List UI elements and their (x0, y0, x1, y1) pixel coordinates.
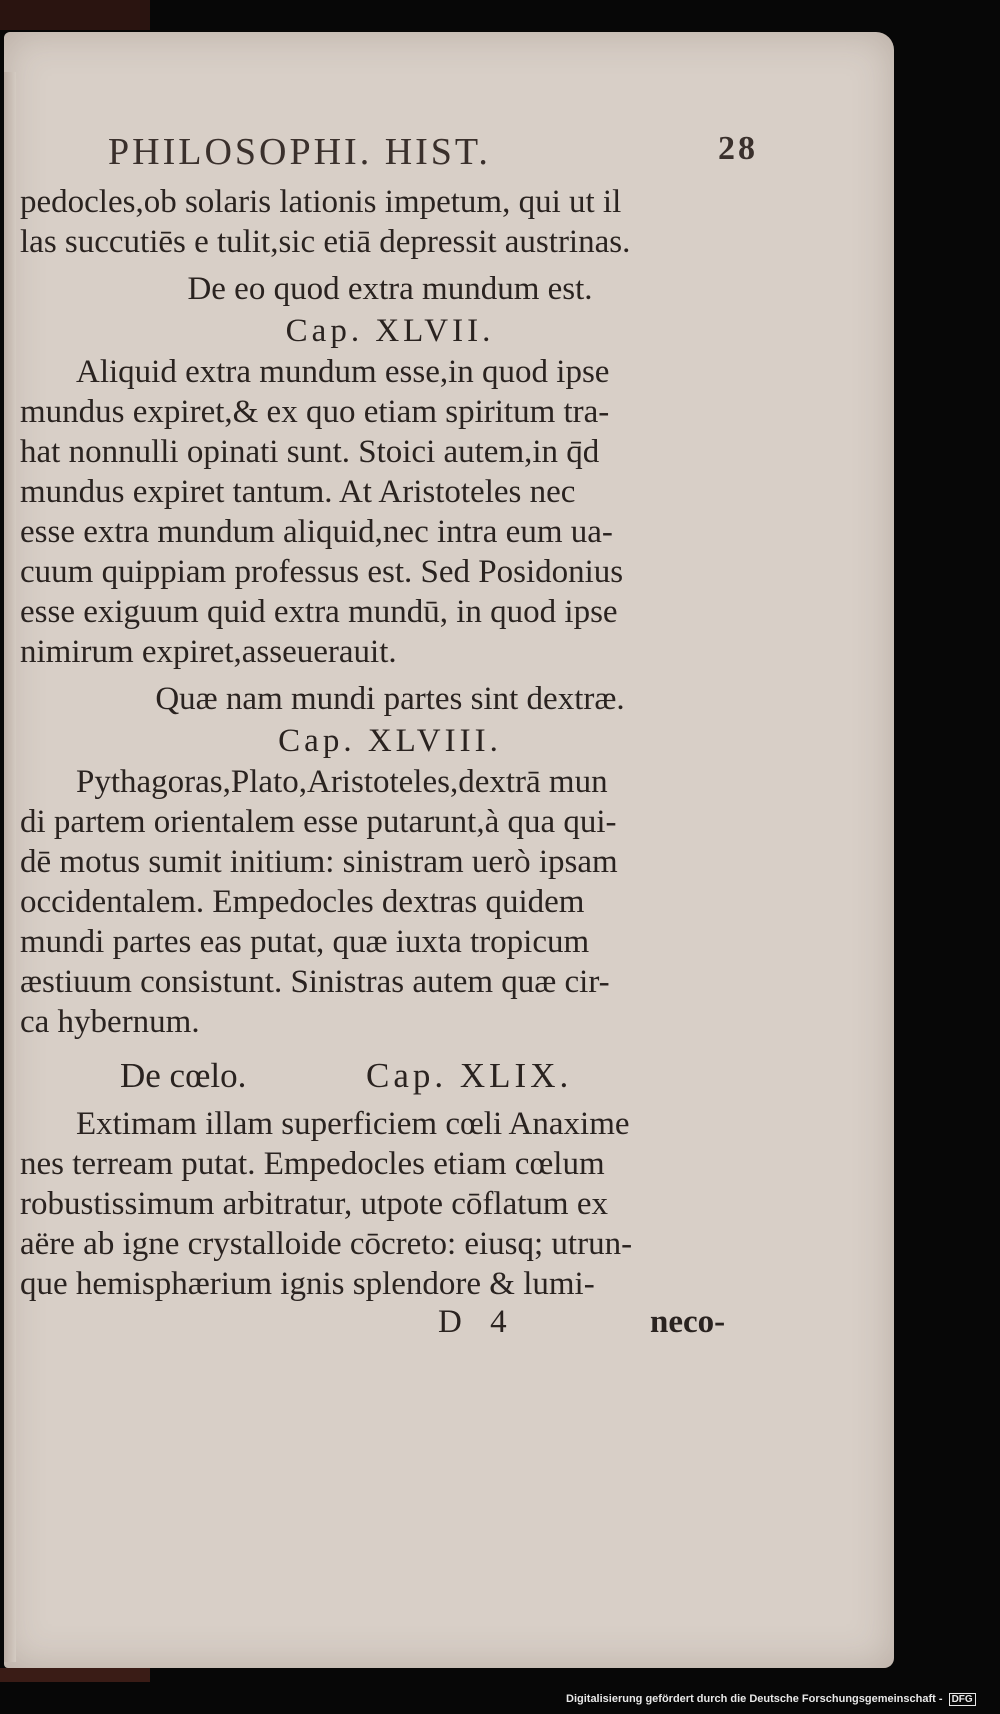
text-line: las succutiēs e tulit,sic etiā depressit austrinas. (20, 224, 631, 260)
chapter-number: Cap. XLVII. (285, 313, 495, 349)
chapter-heading: Quæ nam mundi partes sint dextræ. (155, 681, 625, 717)
text-line: cuum quippiam professus est. Sed Posidonius (20, 554, 624, 590)
page-edge (4, 72, 16, 1662)
text-line: esse extra mundum aliquid,nec intra eum ua- (20, 514, 613, 550)
text-line: mundi partes eas putat, quæ iuxta tropicum (20, 924, 590, 960)
text-line: Aliquid extra mundum esse,in quod ipse (76, 354, 610, 390)
text-line: mundus expiret tantum. At Aristoteles nec (20, 474, 576, 510)
text-line: robustissimum arbitratur, utpote cōflatum ex (20, 1186, 608, 1222)
funding-credit (566, 1693, 976, 1706)
chapter-heading: De eo quod extra mundum est. (187, 271, 593, 307)
text-line: Extimam illam superficiem cœli Anaxime (76, 1106, 630, 1142)
text-line: æstiuum consistunt. Sinistras autem quæ cir- (20, 964, 610, 1000)
text-line: occidentalem. Empedocles dextras quidem (20, 884, 585, 920)
text-line: mundus expiret,& ex quo etiam spiritum tra- (20, 394, 610, 430)
folio-number: 28 (718, 130, 758, 167)
dfg-logo: DFG (949, 1693, 976, 1706)
catchword: neco- (650, 1304, 726, 1340)
chapter-number: Cap. XLVIII. (278, 723, 502, 759)
signature-line (20, 1304, 780, 1346)
text-line: ca hybernum. (20, 1004, 200, 1040)
binding-bottom (0, 1668, 150, 1682)
text-line: esse exiguum quid extra mundū, in quod ipse (20, 594, 618, 630)
text-line: que hemisphærium ignis splendore & lumi- (20, 1266, 595, 1302)
running-head: PHILOSOPHI. HIST. (108, 131, 491, 173)
text-line: nimirum expiret,asseuerauit. (20, 634, 397, 670)
chapter-48 (20, 678, 780, 1042)
funding-text: Digitalisierung gefördert durch die Deutsche Forschungsgemeinschaft - (566, 1693, 943, 1705)
text-line: nes terream putat. Empedocles etiam cœlum (20, 1146, 605, 1182)
text-line: hat nonnulli opinati sunt. Stoici autem,in q̄d (20, 434, 600, 470)
signature-mark: D 4 (438, 1304, 517, 1340)
running-header (108, 130, 780, 182)
text-line: dē motus sumit initium: sinistram uerò ipsam (20, 844, 618, 880)
chapter-49 (20, 1104, 780, 1304)
text-line: Pythagoras,Plato,Aristoteles,dextrā mun (76, 764, 608, 800)
text-line: pedocles,ob solaris lationis impetum, qui ut il (20, 184, 622, 220)
binding-top (0, 0, 150, 30)
chapter-49-heading (20, 1056, 780, 1104)
page-text (20, 130, 780, 1346)
text-line: aëre ab igne crystalloide cōcreto: eiusq; utrun- (20, 1226, 633, 1262)
text-line: di partem orientalem esse putarunt,à qua qui- (20, 804, 617, 840)
chapter-47 (20, 268, 780, 672)
chapter-heading: De cœlo. (120, 1056, 247, 1095)
chapter-number: Cap. XLIX. (366, 1056, 573, 1095)
